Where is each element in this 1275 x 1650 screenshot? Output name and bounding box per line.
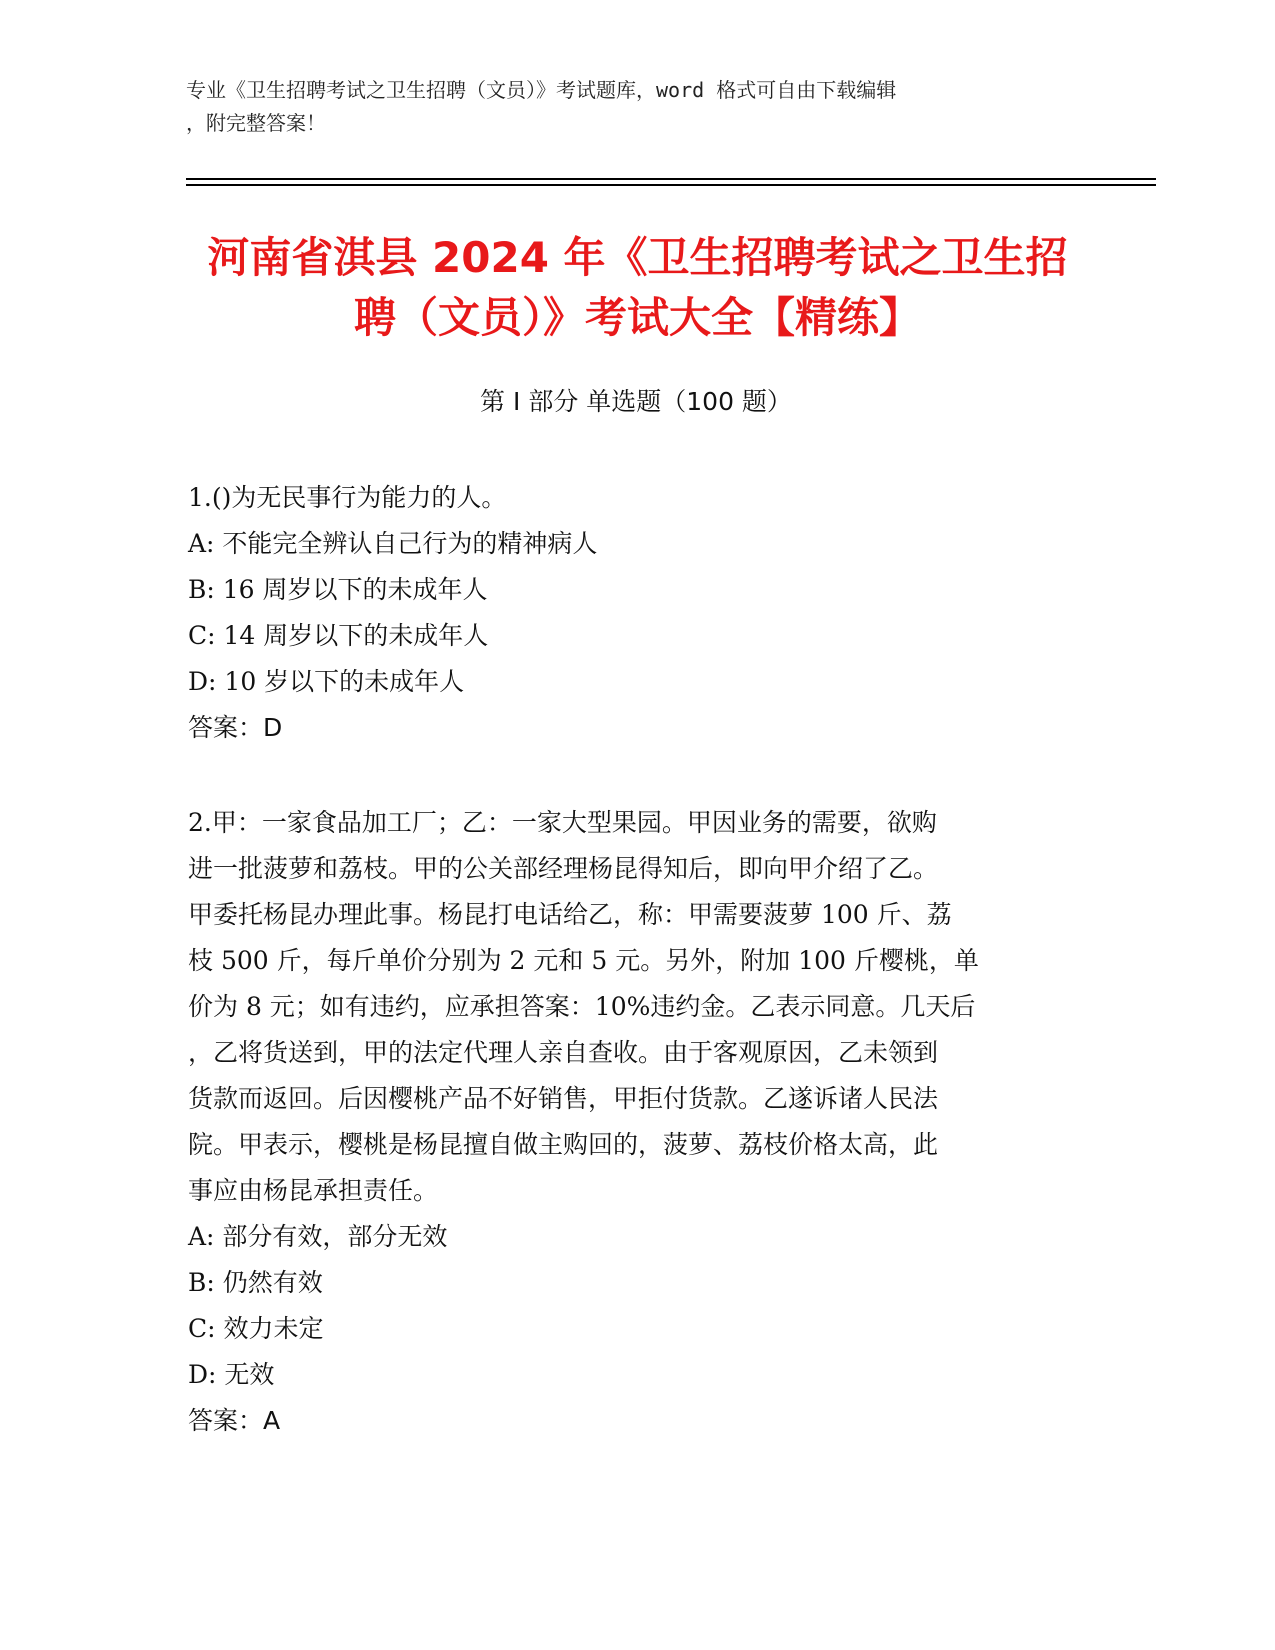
option-c: C: 14 周岁以下的未成年人 [188, 621, 489, 650]
question-stem-line: 院。甲表示，樱桃是杨昆擅自做主购回的，菠萝、荔枝价格太高，此 [188, 1130, 939, 1159]
header-note-line: 专业《卫生招聘考试之卫生招聘（文员）》考试题库，word 格式可自由下载编辑 [186, 78, 897, 102]
question-stem-line: 进一批菠萝和荔枝。甲的公关部经理杨昆得知后，即向甲介绍了乙。 [188, 854, 939, 883]
question-stem-line: 枝 500 斤，每斤单价分别为 2 元和 5 元。另外，附加 100 斤樱桃，单 [188, 946, 979, 975]
question-1 [188, 475, 1068, 751]
option-c: C: 效力未定 [188, 1314, 324, 1343]
header-note-line: ，附完整答案！ [186, 111, 326, 135]
document-title [160, 228, 1115, 348]
question-stem-line: ，乙将货送到，甲的法定代理人亲自查收。由于客观原因，乙未领到 [188, 1038, 939, 1067]
option-a: A: 部分有效，部分无效 [188, 1222, 448, 1251]
question-stem-line: 甲委托杨昆办理此事。杨昆打电话给乙，称：甲需要菠萝 100 斤、荔 [188, 900, 952, 929]
answer: 答案：A [188, 1406, 281, 1435]
question-stem: 1.()为无民事行为能力的人。 [188, 483, 507, 512]
option-a: A: 不能完全辨认自己行为的精神病人 [188, 529, 598, 558]
option-b: B: 仍然有效 [188, 1268, 323, 1297]
question-stem-line: 事应由杨昆承担责任。 [188, 1176, 439, 1205]
option-d: D: 10 岁以下的未成年人 [188, 667, 465, 696]
title-line: 聘（文员）》考试大全【精练】 [353, 293, 921, 342]
option-d: D: 无效 [188, 1360, 275, 1389]
question-stem-line: 2.甲：一家食品加工厂；乙：一家大型果园。甲因业务的需要，欲购 [188, 808, 937, 837]
question-stem-line: 货款而返回。后因樱桃产品不好销售，甲拒付货款。乙遂诉诸人民法 [188, 1084, 939, 1113]
header-divider [186, 184, 1156, 186]
option-b: B: 16 周岁以下的未成年人 [188, 575, 488, 604]
header-divider [186, 178, 1156, 180]
section-title: 第 I 部分 单选题（100 题） [480, 387, 792, 416]
question-stem-line: 价为 8 元；如有违约，应承担答案：10%违约金。乙表示同意。几天后 [188, 992, 976, 1021]
answer: 答案：D [188, 713, 283, 742]
title-line: 河南省淇县 2024 年《卫生招聘考试之卫生招 [207, 233, 1068, 282]
question-2 [188, 800, 1068, 1444]
header-note [186, 74, 1066, 140]
